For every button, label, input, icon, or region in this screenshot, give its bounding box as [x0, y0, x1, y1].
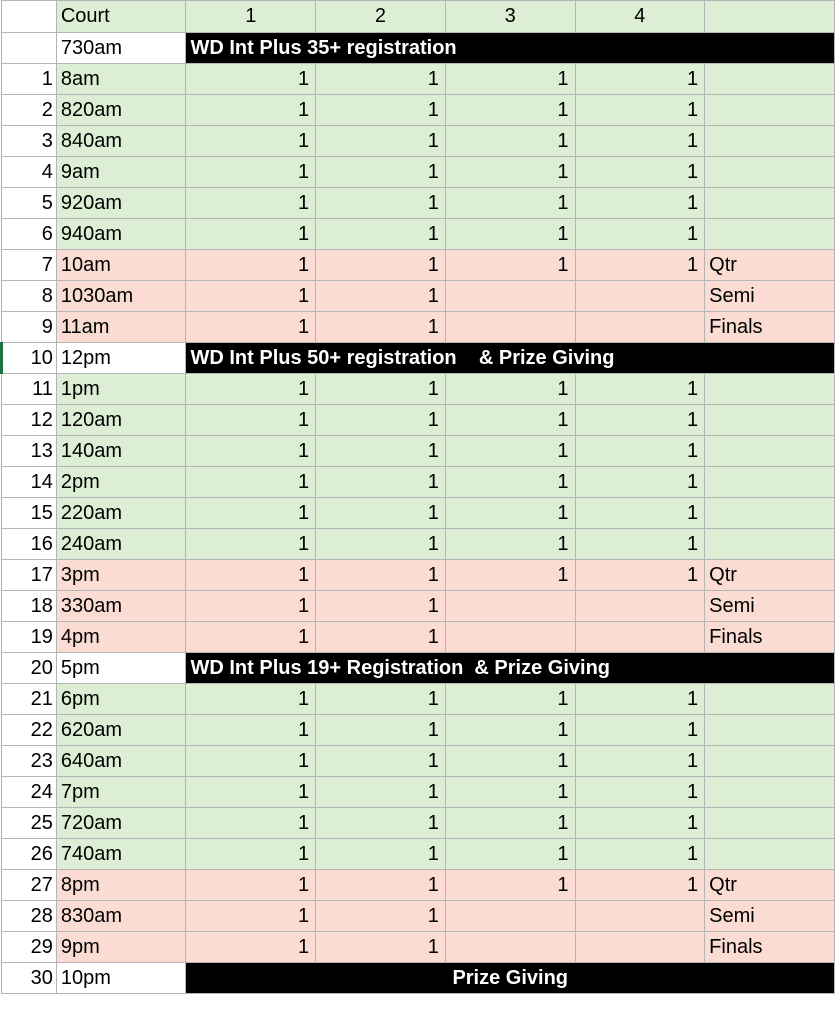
court-4-cell[interactable]: 1 [575, 405, 705, 436]
header-corner-cell[interactable] [2, 1, 57, 33]
row-index-cell[interactable]: 14 [2, 467, 57, 498]
court-1-cell[interactable]: 1 [186, 808, 316, 839]
court-4-cell[interactable] [575, 591, 705, 622]
time-cell[interactable]: 330am [56, 591, 186, 622]
court-4-cell[interactable] [575, 622, 705, 653]
round-note-cell[interactable] [705, 715, 835, 746]
schedule-row [2, 498, 835, 529]
row-index-cell[interactable]: 19 [2, 622, 57, 653]
row-index-cell[interactable]: 4 [2, 157, 57, 188]
court-1-cell[interactable]: 1 [186, 281, 316, 312]
court-4-cell[interactable]: 1 [575, 498, 705, 529]
time-cell[interactable]: 720am [56, 808, 186, 839]
time-cell[interactable]: 830am [56, 901, 186, 932]
round-note-cell[interactable] [705, 374, 835, 405]
schedule-row [2, 64, 835, 95]
court-1-cell[interactable]: 1 [186, 312, 316, 343]
court-3-cell[interactable]: 1 [445, 374, 575, 405]
court-2-cell[interactable]: 1 [316, 777, 446, 808]
court-2-cell[interactable]: 1 [316, 126, 446, 157]
time-cell[interactable]: 140am [56, 436, 186, 467]
court-4-cell[interactable]: 1 [575, 870, 705, 901]
row-index-cell[interactable]: 22 [2, 715, 57, 746]
court-2-cell[interactable]: 1 [316, 932, 446, 963]
court-2-cell[interactable]: 1 [316, 250, 446, 281]
court-2-cell[interactable]: 1 [316, 157, 446, 188]
court-3-cell[interactable]: 1 [445, 405, 575, 436]
row-index-cell[interactable]: 5 [2, 188, 57, 219]
row-index-cell[interactable]: 26 [2, 839, 57, 870]
time-cell[interactable]: 3pm [56, 560, 186, 591]
time-cell[interactable]: 1030am [56, 281, 186, 312]
court-4-cell[interactable]: 1 [575, 126, 705, 157]
round-note-cell[interactable]: Qtr [705, 560, 835, 591]
round-note-cell[interactable]: Finals [705, 622, 835, 653]
row-index-cell[interactable]: 27 [2, 870, 57, 901]
schedule-row [2, 157, 835, 188]
row-index-cell[interactable] [2, 33, 57, 64]
schedule-row [2, 901, 835, 932]
court-2-cell[interactable]: 1 [316, 436, 446, 467]
court-3-cell[interactable]: 1 [445, 467, 575, 498]
court-1-cell[interactable]: 1 [186, 839, 316, 870]
round-note-cell[interactable] [705, 95, 835, 126]
court-4-cell[interactable]: 1 [575, 219, 705, 250]
schedule-row [2, 932, 835, 963]
court-3-header-cell[interactable]: 3 [445, 1, 575, 33]
row-index-cell[interactable]: 17 [2, 560, 57, 591]
prize-giving-banner[interactable]: Prize Giving [186, 963, 835, 994]
court-1-cell[interactable]: 1 [186, 715, 316, 746]
round-note-cell[interactable] [705, 777, 835, 808]
round-note-cell[interactable] [705, 498, 835, 529]
court-1-cell[interactable]: 1 [186, 498, 316, 529]
court-4-cell[interactable]: 1 [575, 808, 705, 839]
court-3-cell[interactable]: 1 [445, 560, 575, 591]
court-3-cell[interactable]: 1 [445, 157, 575, 188]
court-2-cell[interactable]: 1 [316, 188, 446, 219]
court-3-cell[interactable]: 1 [445, 839, 575, 870]
court-4-cell[interactable]: 1 [575, 436, 705, 467]
time-cell[interactable]: 920am [56, 188, 186, 219]
court-4-cell[interactable]: 1 [575, 188, 705, 219]
court-1-cell[interactable]: 1 [186, 405, 316, 436]
round-note-cell[interactable]: Semi [705, 591, 835, 622]
schedule-row [2, 467, 835, 498]
court-4-cell[interactable]: 1 [575, 157, 705, 188]
court-1-cell[interactable]: 1 [186, 560, 316, 591]
schedule-row [2, 529, 835, 560]
court-3-cell[interactable]: 1 [445, 529, 575, 560]
court-4-cell[interactable] [575, 281, 705, 312]
court-1-cell[interactable]: 1 [186, 436, 316, 467]
round-note-cell[interactable] [705, 188, 835, 219]
court-3-cell[interactable]: 1 [445, 64, 575, 95]
schedule-row [2, 777, 835, 808]
schedule-row [2, 250, 835, 281]
court-1-cell[interactable]: 1 [186, 901, 316, 932]
time-cell[interactable]: 4pm [56, 622, 186, 653]
court-2-header-cell[interactable]: 2 [316, 1, 446, 33]
round-note-cell[interactable]: Qtr [705, 870, 835, 901]
row-index-cell[interactable]: 3 [2, 126, 57, 157]
time-cell[interactable]: 940am [56, 219, 186, 250]
court-1-cell[interactable]: 1 [186, 777, 316, 808]
round-note-cell[interactable] [705, 839, 835, 870]
time-cell[interactable]: 220am [56, 498, 186, 529]
row-index-cell[interactable]: 15 [2, 498, 57, 529]
time-cell[interactable]: 120am [56, 405, 186, 436]
court-4-cell[interactable]: 1 [575, 684, 705, 715]
court-2-cell[interactable]: 1 [316, 715, 446, 746]
round-note-cell[interactable] [705, 126, 835, 157]
schedule-row [2, 746, 835, 777]
court-4-cell[interactable] [575, 932, 705, 963]
court-4-cell[interactable] [575, 312, 705, 343]
round-note-cell[interactable] [705, 529, 835, 560]
court-3-cell[interactable] [445, 901, 575, 932]
schedule-row [2, 808, 835, 839]
schedule-row [2, 436, 835, 467]
court-4-cell[interactable]: 1 [575, 467, 705, 498]
row-index-cell[interactable]: 11 [2, 374, 57, 405]
time-cell[interactable]: 9pm [56, 932, 186, 963]
time-cell[interactable]: 640am [56, 746, 186, 777]
court-1-cell[interactable]: 1 [186, 591, 316, 622]
round-note-cell[interactable]: Semi [705, 901, 835, 932]
round-note-cell[interactable] [705, 684, 835, 715]
court-1-cell[interactable]: 1 [186, 932, 316, 963]
time-cell[interactable]: 10am [56, 250, 186, 281]
schedule-row [2, 126, 835, 157]
court-1-cell[interactable]: 1 [186, 157, 316, 188]
court-4-cell[interactable]: 1 [575, 64, 705, 95]
schedule-row [2, 219, 835, 250]
round-note-cell[interactable] [705, 467, 835, 498]
court-3-cell[interactable] [445, 622, 575, 653]
row-index-cell[interactable]: 29 [2, 932, 57, 963]
schedule-row [2, 622, 835, 653]
time-cell[interactable]: 820am [56, 95, 186, 126]
court-header-cell[interactable]: Court [56, 1, 186, 33]
court-2-cell[interactable]: 1 [316, 374, 446, 405]
court-3-cell[interactable]: 1 [445, 126, 575, 157]
row-index-cell[interactable]: 1 [2, 64, 57, 95]
court-4-cell[interactable]: 1 [575, 560, 705, 591]
court-2-cell[interactable]: 1 [316, 839, 446, 870]
round-note-cell[interactable] [705, 436, 835, 467]
court-1-header-cell[interactable]: 1 [186, 1, 316, 33]
court-4-cell[interactable]: 1 [575, 777, 705, 808]
time-cell[interactable]: 12pm [56, 343, 186, 374]
row-index-cell[interactable]: 20 [2, 653, 57, 684]
court-3-cell[interactable]: 1 [445, 715, 575, 746]
court-1-cell[interactable]: 1 [186, 870, 316, 901]
court-4-cell[interactable]: 1 [575, 95, 705, 126]
row-index-cell[interactable]: 23 [2, 746, 57, 777]
court-1-cell[interactable]: 1 [186, 622, 316, 653]
time-cell[interactable]: 6pm [56, 684, 186, 715]
registration-banner[interactable]: WD Int Plus 19+ Registration & Prize Giving [186, 653, 835, 684]
schedule-row [2, 591, 835, 622]
row-index-cell[interactable]: 7 [2, 250, 57, 281]
court-3-cell[interactable]: 1 [445, 250, 575, 281]
court-3-cell[interactable]: 1 [445, 808, 575, 839]
court-2-cell[interactable]: 1 [316, 281, 446, 312]
time-cell[interactable]: 5pm [56, 653, 186, 684]
court-2-cell[interactable]: 1 [316, 498, 446, 529]
round-note-cell[interactable]: Finals [705, 312, 835, 343]
court-2-cell[interactable]: 1 [316, 467, 446, 498]
notes-header-cell[interactable] [705, 1, 835, 33]
row-index-cell[interactable]: 28 [2, 901, 57, 932]
schedule-row [2, 684, 835, 715]
court-2-cell[interactable]: 1 [316, 622, 446, 653]
court-1-cell[interactable]: 1 [186, 64, 316, 95]
round-note-cell[interactable] [705, 64, 835, 95]
court-3-cell[interactable]: 1 [445, 777, 575, 808]
court-2-cell[interactable]: 1 [316, 684, 446, 715]
court-3-cell[interactable]: 1 [445, 684, 575, 715]
court-2-cell[interactable]: 1 [316, 746, 446, 777]
court-3-cell[interactable]: 1 [445, 870, 575, 901]
time-cell[interactable]: 620am [56, 715, 186, 746]
row-index-cell[interactable]: 16 [2, 529, 57, 560]
court-2-cell[interactable]: 1 [316, 870, 446, 901]
round-note-cell[interactable] [705, 219, 835, 250]
row-index-cell[interactable]: 18 [2, 591, 57, 622]
round-note-cell[interactable]: Qtr [705, 250, 835, 281]
row-index-cell[interactable]: 10 [2, 343, 57, 374]
time-cell[interactable]: 7pm [56, 777, 186, 808]
court-3-cell[interactable] [445, 312, 575, 343]
row-index-cell[interactable]: 25 [2, 808, 57, 839]
court-4-cell[interactable]: 1 [575, 250, 705, 281]
registration-banner[interactable]: WD Int Plus 50+ registration & Prize Giving [186, 343, 835, 374]
row-index-cell[interactable]: 12 [2, 405, 57, 436]
court-2-cell[interactable]: 1 [316, 560, 446, 591]
court-4-cell[interactable] [575, 901, 705, 932]
time-cell[interactable]: 10pm [56, 963, 186, 994]
schedule-row [2, 312, 835, 343]
court-1-cell[interactable]: 1 [186, 219, 316, 250]
row-index-cell[interactable]: 13 [2, 436, 57, 467]
court-2-cell[interactable]: 1 [316, 64, 446, 95]
court-3-cell[interactable]: 1 [445, 95, 575, 126]
round-note-cell[interactable] [705, 746, 835, 777]
row-index-cell[interactable]: 2 [2, 95, 57, 126]
row-index-cell[interactable]: 24 [2, 777, 57, 808]
round-note-cell[interactable]: Semi [705, 281, 835, 312]
time-cell[interactable]: 9am [56, 157, 186, 188]
court-4-cell[interactable]: 1 [575, 529, 705, 560]
court-1-cell[interactable]: 1 [186, 126, 316, 157]
court-2-cell[interactable]: 1 [316, 219, 446, 250]
court-3-cell[interactable]: 1 [445, 498, 575, 529]
court-1-cell[interactable]: 1 [186, 529, 316, 560]
court-3-cell[interactable] [445, 932, 575, 963]
court-1-cell[interactable]: 1 [186, 746, 316, 777]
court-1-cell[interactable]: 1 [186, 684, 316, 715]
time-cell[interactable]: 840am [56, 126, 186, 157]
court-2-cell[interactable]: 1 [316, 591, 446, 622]
row-index-cell[interactable]: 30 [2, 963, 57, 994]
court-1-cell[interactable]: 1 [186, 374, 316, 405]
court-3-cell[interactable]: 1 [445, 219, 575, 250]
time-cell[interactable]: 8am [56, 64, 186, 95]
schedule-row [2, 653, 835, 684]
time-cell[interactable]: 2pm [56, 467, 186, 498]
court-4-header-cell[interactable]: 4 [575, 1, 705, 33]
court-4-cell[interactable]: 1 [575, 374, 705, 405]
schedule-row [2, 95, 835, 126]
schedule-row [2, 560, 835, 591]
court-3-cell[interactable]: 1 [445, 436, 575, 467]
court-1-cell[interactable]: 1 [186, 467, 316, 498]
court-2-cell[interactable]: 1 [316, 529, 446, 560]
row-index-cell[interactable]: 8 [2, 281, 57, 312]
court-3-cell[interactable] [445, 281, 575, 312]
schedule-row [2, 870, 835, 901]
round-note-cell[interactable] [705, 157, 835, 188]
schedule-row [2, 405, 835, 436]
court-2-cell[interactable]: 1 [316, 95, 446, 126]
court-4-cell[interactable]: 1 [575, 746, 705, 777]
row-index-cell[interactable]: 9 [2, 312, 57, 343]
schedule-row [2, 188, 835, 219]
row-index-cell[interactable]: 21 [2, 684, 57, 715]
time-cell[interactable]: 730am [56, 33, 186, 64]
court-1-cell[interactable]: 1 [186, 250, 316, 281]
header-row [2, 1, 835, 33]
time-cell[interactable]: 240am [56, 529, 186, 560]
schedule-row [2, 374, 835, 405]
schedule-row [2, 281, 835, 312]
court-1-cell[interactable]: 1 [186, 188, 316, 219]
time-cell[interactable]: 740am [56, 839, 186, 870]
court-3-cell[interactable] [445, 591, 575, 622]
registration-banner[interactable]: WD Int Plus 35+ registration [186, 33, 835, 64]
row-index-cell[interactable]: 6 [2, 219, 57, 250]
schedule-row [2, 33, 835, 64]
schedule-row [2, 839, 835, 870]
court-2-cell[interactable]: 1 [316, 312, 446, 343]
schedule-body [2, 33, 835, 994]
schedule-row [2, 343, 835, 374]
schedule-row [2, 963, 835, 994]
court-2-cell[interactable]: 1 [316, 405, 446, 436]
court-3-cell[interactable]: 1 [445, 188, 575, 219]
court-2-cell[interactable]: 1 [316, 808, 446, 839]
time-cell[interactable]: 8pm [56, 870, 186, 901]
court-3-cell[interactable]: 1 [445, 746, 575, 777]
court-4-cell[interactable]: 1 [575, 839, 705, 870]
court-2-cell[interactable]: 1 [316, 901, 446, 932]
schedule-row [2, 715, 835, 746]
time-cell[interactable]: 11am [56, 312, 186, 343]
court-4-cell[interactable]: 1 [575, 715, 705, 746]
round-note-cell[interactable]: Finals [705, 932, 835, 963]
round-note-cell[interactable] [705, 405, 835, 436]
court-1-cell[interactable]: 1 [186, 95, 316, 126]
round-note-cell[interactable] [705, 808, 835, 839]
time-cell[interactable]: 1pm [56, 374, 186, 405]
